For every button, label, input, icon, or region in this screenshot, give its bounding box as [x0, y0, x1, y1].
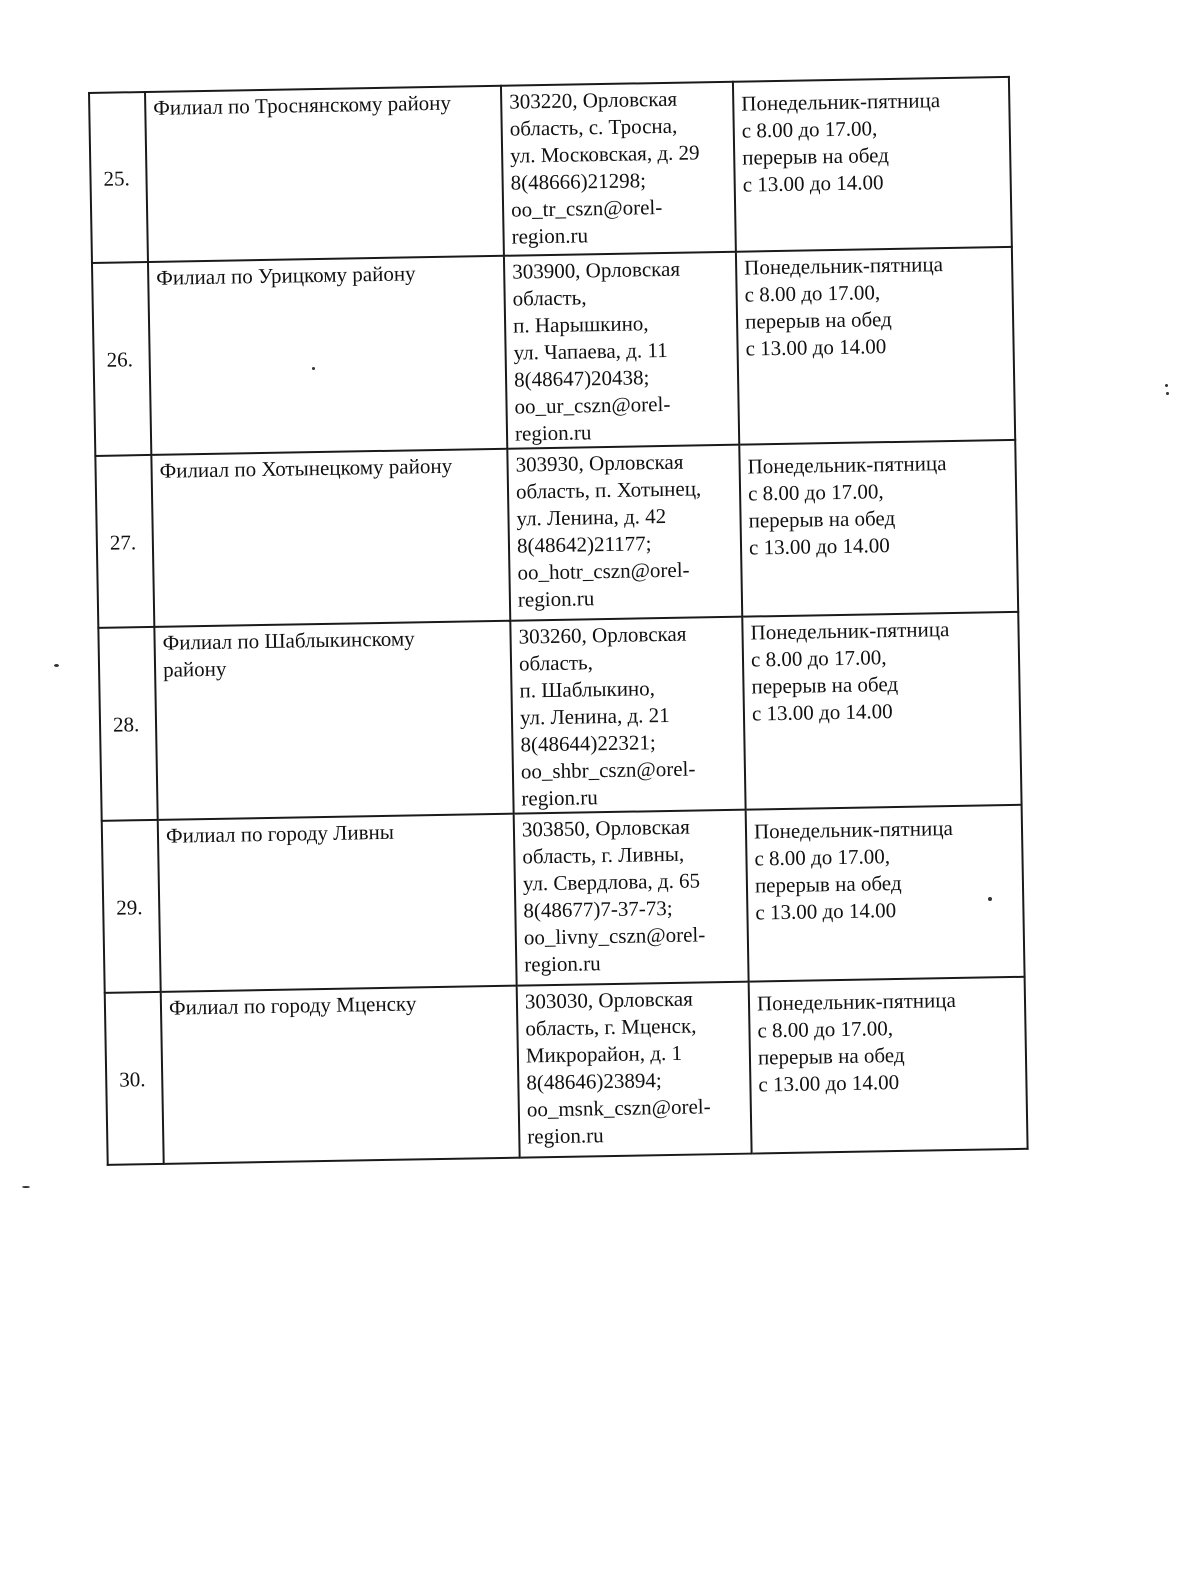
hours-line: Понедельник-пятница: [756, 987, 956, 1016]
address-line: 303850, Орловская: [521, 814, 690, 842]
email-line: region.ru: [517, 586, 595, 612]
address-line: область,: [512, 285, 587, 311]
branch-name-line: Филиал по городу Мценску: [168, 991, 417, 1020]
email-line: oo_msnk_cszn@orel-: [526, 1094, 711, 1122]
address-line: ул. Свердлова, д. 65: [522, 868, 701, 896]
address-line: 303930, Орловская: [515, 449, 684, 477]
email-line: oo_hotr_cszn@orel-: [517, 557, 690, 585]
table-row: [105, 977, 1028, 1165]
branch-address: [504, 252, 739, 449]
hours-line: с 13.00 до 14.00: [751, 699, 893, 726]
hours-line: Понедельник-пятница: [741, 88, 941, 116]
address-line: область, г. Мценск,: [525, 1013, 697, 1041]
branch-name: [148, 256, 507, 455]
branch-name: [151, 449, 510, 627]
phone-line: 8(48677)7-37-73;: [523, 895, 673, 923]
email-line: oo_ur_cszn@orel-: [514, 391, 671, 419]
branch-address: [517, 982, 752, 1158]
phone-line: 8(48647)20438;: [513, 365, 650, 392]
address-line: 303260, Орловская: [518, 621, 687, 649]
phone-line: 8(48646)23894;: [526, 1068, 662, 1095]
branch-name-line: Филиал по Троснянскому району: [153, 90, 452, 120]
email-line: oo_tr_cszn@orel-: [510, 194, 663, 222]
branch-name-line: Филиал по Хотынецкому району: [159, 453, 453, 483]
branches-table-wrapper: [88, 76, 1027, 1166]
hours-line: с 8.00 до 17.00,: [747, 479, 884, 506]
address-line: область, г. Ливны,: [522, 841, 685, 869]
scan-speck: [22, 1186, 30, 1188]
hours-line: с 8.00 до 17.00,: [744, 280, 881, 307]
address-line: 303220, Орловская: [509, 86, 678, 114]
branch-name-line: Филиал по Шаблыкинскому: [162, 626, 415, 655]
hours-line: перерыв на обед: [754, 870, 902, 898]
address-line: ул. Ленина, д. 42: [516, 503, 667, 531]
hours-line: Понедельник-пятница: [743, 252, 944, 280]
address-line: область,: [518, 650, 594, 676]
row-number: 30.: [105, 992, 164, 1165]
address-line: 303900, Орловская: [511, 256, 681, 284]
working-hours: [742, 612, 1021, 810]
hours-line: с 8.00 до 17.00,: [750, 645, 887, 672]
email-line: region.ru: [527, 1123, 604, 1149]
hours-line: с 13.00 до 14.00: [742, 170, 884, 197]
address-line: Микрорайон, д. 1: [525, 1040, 683, 1068]
branch-address: [510, 617, 745, 814]
working-hours: [733, 77, 1012, 252]
table-row: [95, 440, 1018, 628]
row-number: 27.: [95, 455, 154, 628]
branch-address: [514, 810, 749, 986]
hours-line: перерыв на обед: [748, 505, 896, 533]
address-line: п. Нарышкино,: [512, 311, 649, 338]
branch-address: [501, 82, 736, 256]
hours-line: с 8.00 до 17.00,: [741, 116, 878, 143]
branch-name: [145, 86, 504, 262]
email-line: oo_shbr_cszn@orel-: [520, 756, 696, 784]
hours-line: с 8.00 до 17.00,: [757, 1016, 894, 1043]
working-hours: [739, 440, 1018, 617]
branches-table: [88, 76, 1029, 1166]
email-line: region.ru: [511, 223, 589, 249]
email-line: region.ru: [524, 951, 601, 977]
hours-line: с 13.00 до 14.00: [745, 334, 887, 361]
address-line: область, п. Хотынец,: [515, 476, 702, 504]
hours-line: перерыв на обед: [751, 671, 899, 699]
hours-line: с 13.00 до 14.00: [755, 898, 897, 925]
row-number: 26.: [92, 262, 151, 456]
table-row: [92, 247, 1015, 456]
hours-line: перерыв на обед: [742, 143, 890, 170]
hours-line: перерыв на обед: [744, 307, 892, 334]
branch-name: [154, 621, 513, 820]
address-line: ул. Чапаева, д. 11: [513, 337, 668, 365]
working-hours: [749, 977, 1028, 1154]
branch-name-line: Филиал по Урицкому району: [156, 261, 416, 290]
email-line: region.ru: [514, 420, 592, 446]
hours-line: с 13.00 до 14.00: [758, 1069, 900, 1097]
row-number: 29.: [102, 820, 161, 993]
table-row: [98, 612, 1021, 821]
branch-name: [161, 986, 520, 1164]
scan-speck: [1165, 384, 1168, 387]
address-line: 303030, Орловская: [524, 986, 693, 1014]
scan-speck: [54, 664, 59, 667]
address-line: ул. Ленина, д. 21: [519, 702, 670, 730]
working-hours: [736, 247, 1015, 445]
table-row: [102, 805, 1025, 993]
hours-line: Понедельник-пятница: [747, 451, 947, 479]
table-row: [89, 77, 1012, 263]
hours-line: Понедельник-пятница: [753, 816, 953, 844]
hours-line: с 8.00 до 17.00,: [754, 844, 891, 871]
working-hours: [746, 805, 1025, 982]
hours-line: с 13.00 до 14.00: [748, 533, 891, 560]
row-number: 28.: [98, 627, 157, 821]
address-line: п. Шаблыкино,: [519, 676, 656, 703]
hours-line: перерыв на обед: [757, 1042, 905, 1070]
email-line: oo_livny_cszn@orel-: [523, 922, 706, 950]
branch-name-line: Филиал по городу Ливны: [165, 819, 395, 848]
hours-line: Понедельник-пятница: [750, 617, 950, 645]
branch-address: [507, 445, 742, 621]
address-line: ул. Московская, д. 29: [509, 140, 700, 168]
branch-name: [158, 814, 517, 992]
address-line: область, с. Тросна,: [509, 113, 678, 141]
email-line: region.ru: [521, 785, 599, 811]
row-number: 25.: [89, 92, 148, 263]
phone-line: 8(48642)21177;: [516, 531, 652, 558]
scan-speck: [1166, 392, 1169, 395]
phone-line: 8(48644)22321;: [520, 730, 656, 757]
phone-line: 8(48666)21298;: [510, 168, 647, 195]
branch-name-line: району: [162, 656, 227, 682]
